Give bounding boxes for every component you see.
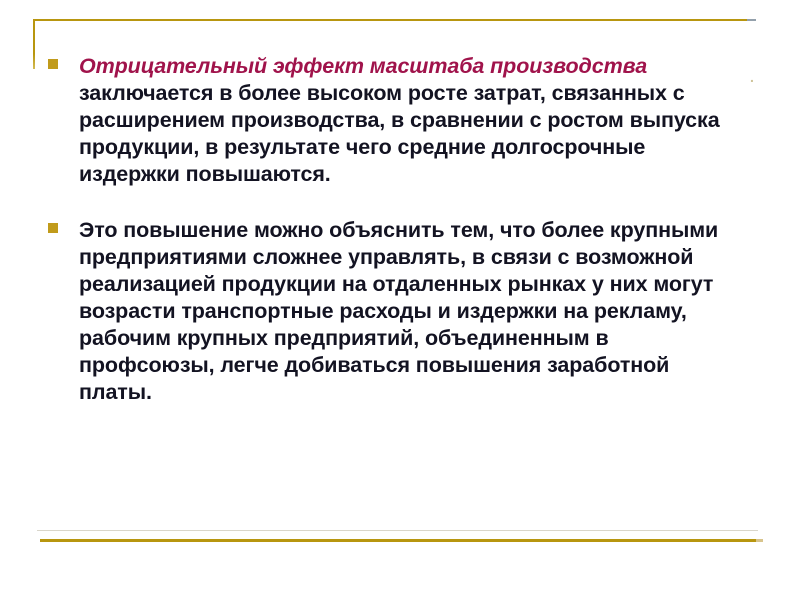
- bottom-gold-rule: [40, 539, 762, 542]
- left-gold-rule: [33, 19, 35, 69]
- top-rule-end-cap: [747, 19, 756, 21]
- bullet-1-lead-phrase: Отрицательный эффект масштаба производства: [79, 54, 648, 78]
- bullet-2-body-text: Это повышение можно объяснить тем, что более крупными предприятиями сложнее управлять, в связи с возможной реализацией продукции на отдаленных рынках у них могут возрасти транспортные расходы и издержки на рекламу, рабочим крупных предприятий, объединенным в профсоюзы, легче добиваться повышения заработной платы.: [79, 218, 719, 404]
- slide-body: [48, 53, 748, 406]
- bottom-hairline-rule: [37, 530, 758, 531]
- bullet-item-1: [48, 53, 747, 188]
- bullet-square-icon: [48, 59, 58, 69]
- stray-period-mark: .: [750, 69, 754, 85]
- top-gold-rule: [34, 19, 755, 21]
- bullet-square-icon: [48, 223, 58, 233]
- bottom-rule-end-cap: [756, 539, 763, 542]
- bullet-1-body-text: заключается в более высоком росте затрат, связанных с расширением производства, в сравнении с ростом выпуска продукции, в результате чего средние долгосрочные издержки повышаются.: [79, 81, 720, 186]
- bullet-item-2: [48, 217, 747, 406]
